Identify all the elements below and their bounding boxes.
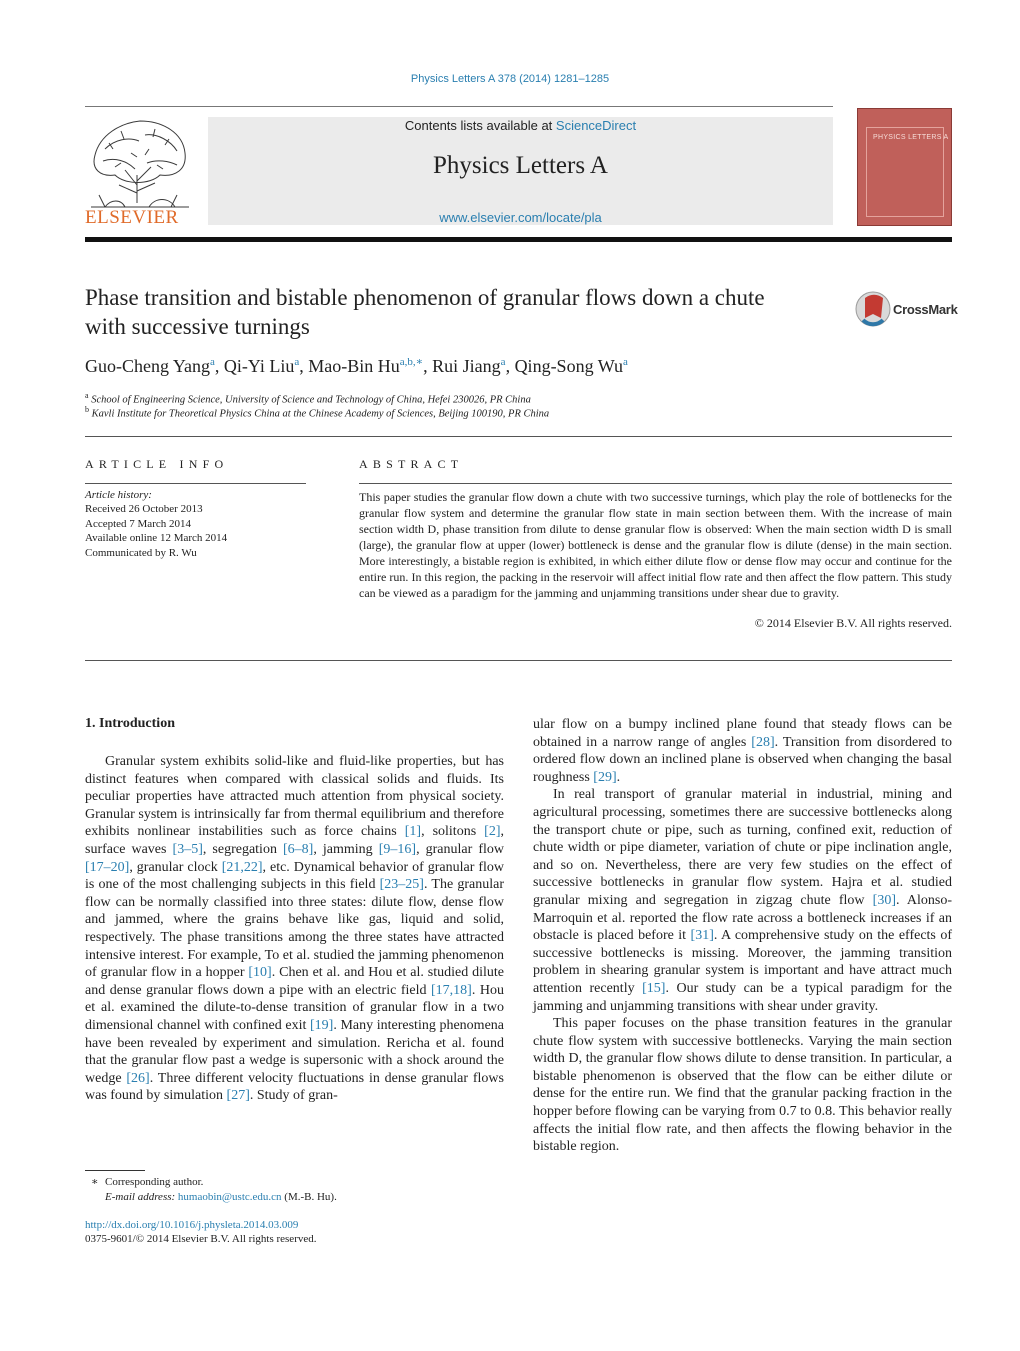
author-affil-sup[interactable]: a [210,356,215,368]
header-thick-rule [85,237,952,242]
paragraph-text: , granular flow [416,841,505,857]
citation-link[interactable]: [27] [226,1088,250,1104]
citation-link[interactable]: [28] [751,734,775,750]
journal-reference[interactable]: Physics Letters A 378 (2014) 1281–1285 [410,73,610,85]
paragraph-text: . Our study can be a typical paradigm for the jamming and unjamming transitions with shear under gravity. [533,980,953,1014]
paragraph-text: , surface waves [85,824,504,857]
sciencedirect-link[interactable]: ScienceDirect [555,118,637,133]
paragraph-text: , solitons [421,824,485,840]
paragraph-text: . A comprehensive study on the effects of successive bottlenecks is missing. Moreover, the jamming transition problem in shearing granular system is important and have attract much attention recently [533,928,952,996]
abstract-heading: ABSTRACT [359,457,464,471]
abstract-copyright: © 2014 Elsevier B.V. All rights reserved. [754,616,952,630]
article-info-heading: ARTICLE INFO [85,457,229,471]
paragraph-text: . Chen et al. and Hou et al. studied dilute and dense granular flows down a pipe with an electric field [85,965,504,998]
body-column-right [533,716,952,1156]
author-affil-sup[interactable]: a,b,∗ [399,356,424,368]
affiliation-b [85,405,549,420]
paragraph-text: . Three different velocity fluctuations in dense granular flows was found by simulation [85,1070,504,1104]
header-top-rule [85,106,833,107]
author-affil-sup[interactable]: a [294,356,300,368]
paragraph-text: . Study of gran- [249,1088,338,1104]
divider [85,436,952,437]
citation-link[interactable]: [1] [404,824,422,840]
author-name[interactable]: Rui Jiang [432,356,501,376]
email-suffix: (M.-B. Hu). [281,1191,337,1203]
footnote-rule [85,1170,145,1171]
paragraph: This paper focuses on the phase transition features in the granular chute flow system with successive bottlenecks. Varying the main section width D, the granular flow shows dilute to dense transition. In particular, a bistable phenomenon is observed that the flow can be either dilute or dense for the entire run. We find that the granular packing fraction in the hopper before flowing can be varying from 0.7 to 0.8. This behavior really affects the initial flow rate, and then affects the flowing behavior in the bistable region. [533,1016,952,1155]
paragraph-text: . Transition from disordered to ordered flow down an inclined plane is observed when changing the basal roughness [533,734,952,785]
citation-link[interactable]: [2] [484,824,501,840]
divider [85,660,952,661]
article-history [85,488,306,560]
affiliation-text: School of Engineering Science, University of Science and Technology of China, Hefei 230026, PR China [91,394,531,406]
author-name[interactable]: Qi-Yi Liu [223,356,295,376]
publisher-wordmark: ELSEVIER [85,207,179,228]
divider [359,483,952,484]
author-affil-sup[interactable]: a [500,356,506,368]
citation-link[interactable]: [15] [642,980,666,996]
paragraph-text: . Many interesting phenomena have been revealed by experiment and simulation. Rericha et al. found that the granular flow past a wedge is supersonic with a shock around the wedge [85,1017,504,1086]
paragraph-text: , jamming [313,841,379,857]
citation-link[interactable]: [21,22] [221,859,263,875]
citation-link[interactable]: [26] [126,1070,150,1086]
history-label: Article history: [85,489,152,501]
citation-link[interactable]: [23–25] [379,877,424,893]
paragraph [85,753,504,1105]
citation-link[interactable]: [9–16] [378,841,417,857]
journal-title: Physics Letters A [433,152,608,179]
history-online: Available online 12 March 2014 [85,532,228,545]
paragraph-text: . Hou et al. examined the dilute-to-dense transition of granular flow in a two dimensional channel with confined exit [85,982,504,1033]
footnote [85,1175,485,1205]
author-affil-sup[interactable]: a [623,356,628,368]
citation-link[interactable]: [10] [248,965,272,981]
divider [85,483,306,484]
abstract-text: This paper studies the granular flow down a chute with two successive turnings, which play the role of bottlenecks for the granular flow system and determine the granular flow state in main section between them. With the increase of main section width D, phase transition from dilute to dense granular flow is observed: When the main section width D is small (large), the granular flow at upper (lower) bottleneck is dense and the granular flow is dilute (dense) in the main section. More interestingly, a bistable region is exhibited, in which either dilute flow or dense flow may occur and continue for the entire run. In this region, the packing in the reservoir will affect initial flow rate and then affect the flow pattern. This study can be viewed as a paradigm for the jamming and unjamming transitions under shear due to gravity. [359,490,952,600]
citation-link[interactable]: [3–5] [172,841,203,857]
affiliation-text: Kavli Institute for Theoretical Physics China at the Chinese Academy of Sciences, Beijing 100190, PR China [91,408,550,420]
section-heading: 1. Introduction [85,716,175,731]
footnote-corresponding: Corresponding author. [105,1176,204,1188]
citation-link[interactable]: [29] [593,769,617,785]
author-name[interactable]: Mao-Bin Hu [308,356,400,376]
paper-title: Phase transition and bistable phenomenon of granular flows down a chute with successive turnings [85,285,765,339]
crossmark-label[interactable]: CrossMark [893,302,958,317]
affiliation-sup: b [85,405,89,414]
doi-link[interactable]: http://dx.doi.org/10.1016/j.physleta.2014.03.009 [85,1219,299,1231]
history-communicated: Communicated by R. Wu [85,546,197,559]
citation-link[interactable]: [17,18] [431,982,472,998]
contents-prefix: Contents lists available at [404,118,556,133]
paragraph-text: ular flow on a bumpy inclined plane found that steady flows can be obtained in a narrow range of angles [533,717,952,750]
history-received: Received 26 October 2013 [85,503,203,516]
citation-link[interactable]: [31] [690,928,714,944]
citation-link[interactable]: [17–20] [85,859,130,875]
citation-link[interactable]: [6–8] [283,841,314,857]
author-list: Guo-Cheng Yang$^a$, Qi-Yi Liu$^a$, Mao-Bin $Hu^{a,b,∗}$, Rui Jiang$^a$, Qing-Song Wu$^a$ [85,356,628,376]
issn-line: 0375-9601/© 2014 Elsevier B.V. All rights reserved. [85,1233,317,1245]
history-accepted: Accepted 7 March 2014 [85,517,191,530]
citation-link[interactable]: [30] [872,892,896,908]
author-name[interactable]: Guo-Cheng Yang [85,356,211,376]
paragraph-text: . Alonso-Marroquin et al. reported the flow rate across a bottleneck increases if an obstacle is placed before it [533,892,952,944]
body-column-left [85,753,504,1105]
author-name[interactable]: Qing-Song Wu [514,356,624,376]
journal-url-link[interactable]: www.elsevier.com/locate/pla [439,210,602,225]
footnote-marker: ∗ [91,1176,99,1188]
affiliation-a [85,391,531,406]
citation-link[interactable]: [19] [309,1017,334,1033]
paragraph-text: , etc. Dynamical behavior of granular flow is one of the most challenging subjects in this field [85,859,504,893]
paragraph-text: . [616,769,621,785]
paragraph [533,716,952,786]
affiliation-sup: a [85,391,89,400]
paragraph-text: . The granular flow can be normally classified into three states: dilute flow, dense flow and jammed, where the grains behave like gas, liquid and solid, respectively. The phase transitions among the three states have attracted intensive interest. For example, To et al. studied the jamming phenomenon of granular flow in a hopper [85,877,505,981]
contents-line [208,118,833,133]
email-link[interactable]: humaobin@ustc.edu.cn [177,1191,282,1203]
paragraph-text: Granular system exhibits solid-like and fluid-like properties, but has distinct features when compared with classical solids and fluids. Its peculiar properties have attracted much attention from physical society. Granular system is intrinsically far from thermal equilibrium and therefore exhibits nonlinear instabilities such as force chains [85,754,504,840]
paragraph [533,786,952,1015]
email-label: E-mail address: [105,1191,176,1203]
paragraph-text: , granular clock [129,859,222,875]
cover-title: PHYSICS LETTERS A [873,134,949,141]
paragraph-text: In real transport of granular material in industrial, mining and agricultural processing, sometimes there are successive bottlenecks along the transport chute or pipe, such as turning, confined exit, reduction of chute width or pipe diameter, variation of chute or pipe inclination angle, and so on. Nevertheless, there are very few studies on the effect of successive bottlenecks in granular flow system. Hajra et al. studied granular mixing and segregation in zigzag chute flow [533,787,952,908]
paragraph-text: , segregation [202,841,284,857]
